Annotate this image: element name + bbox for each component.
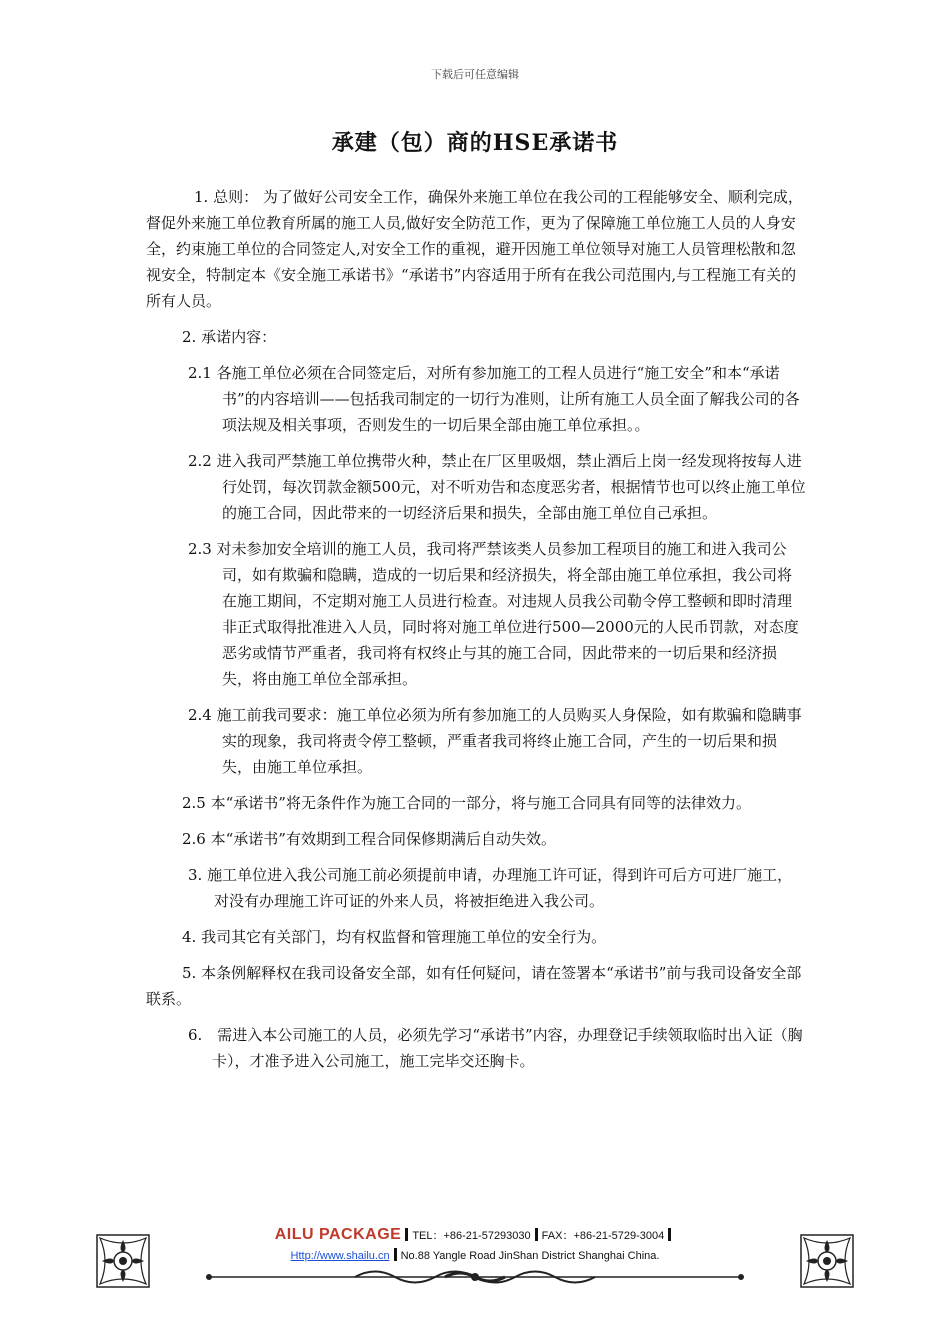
floral-ornament-icon [800,1234,854,1288]
paragraph-commitment-heading: 2. 承诺内容： [182,328,277,346]
footer-fax: FAX：+86-21-5729-3004 [541,1230,665,1242]
paragraph-general: 1. 总则： 为了做好公司安全工作，确保外来施工单位在我公司的工程能够安全、顺利完成，督促外来施工单位教育所属的施工人员,做好安全防范工作，更为了保障施工单位施工人员的人身安全，约束施工单位的合同签定人,对安全工作的重视，避开因施工单位领导对施工人员管理松散和忽视安全，特制定本《安全施工承诺书》“承诺书”内容适用于所有在我公司范围内,与工程施工有关的所有人员。 [146,188,803,310]
separator-bar [535,1228,538,1241]
paragraph-2-5: 2.5 本“承诺书”将无条件作为施工合同的一部分，将与施工合同具有同等的法律效力。 [182,794,751,812]
paragraph-2-1: 2.1 各施工单位必须在合同签定后，对所有参加施工的工程人员进行“施工安全”和本“承诺书”的内容培训——包括我司制定的一切行为准则，让所有施工人员全面了解我公司的各项法规及相关事项，否则发生的一切后果全部由施工单位承担。。 [188,364,800,434]
footer-tel: TEL：+86-21-57293030 [412,1230,531,1242]
document-body [146,184,806,1074]
paragraph-2-3: 2.3 对未参加安全培训的施工人员，我司将严禁该类人员参加工程项目的施工和进入我司公司，如有欺骗和隐瞒，造成的一切后果和经济损失，将全部由施工单位承担，我公司将在施工期间，不定期对施工人员进行检查。对违规人员我公司勒令停工整顿和即时清理非正式取得批准进入人员，同时将对施工单位进行500—2000元的人民币罚款，对态度恶劣或情节严重者，我司将有权终止与其的施工合同，因此带来的一切后果和经济损失，将由施工单位全部承担。 [188,540,799,688]
paragraph-2-2: 2.2 进入我司严禁施工单位携带火种，禁止在厂区里吸烟，禁止酒后上岗一经发现将按每人进行处罚，每次罚款金额500元，对不听劝告和态度恶劣者，根据情节也可以终止施工单位的施工合同，因此带来的一切经济后果和损失，全部由施工单位自己承担。 [188,452,806,522]
paragraph-2-4: 2.4 施工前我司要求：施工单位必须为所有参加施工的人员购买人身保险，如有欺骗和隐瞒事实的现象，我司将责令停工整顿，严重者我司将终止施工合同，产生的一切后果和损失，由施工单位承担。 [188,706,802,776]
paragraph-4: 4. 我司其它有关部门，均有权监督和管理施工单位的安全行为。 [182,928,607,946]
paragraph-5: 5. 本条例解释权在我司设备安全部，如有任何疑问，请在签署本“承诺书”前与我司设备安全部联系。 [146,964,802,1008]
paragraph-2-6: 2.6 本“承诺书”有效期到工程合同保修期满后自动失效。 [182,830,556,848]
footer-address: No.88 Yangle Road JinShan District Shanghai China. [400,1250,660,1262]
paragraph-3: 3. 施工单位进入我公司施工前必须提前申请，办理施工许可证，得到许可后方可进厂施工，对没有办理施工许可证的外来人员，将被拒绝进入我公司。 [188,866,793,910]
paragraph-6: 6. 需进入本公司施工的人员，必须先学习“承诺书”内容，办理登记手续领取临时出入证（胸卡），才准予进入公司施工，施工完毕交还胸卡。 [188,1026,803,1070]
separator-bar [394,1248,397,1261]
website-link[interactable]: Http://www.shailu.cn [290,1250,390,1262]
scroll-divider-icon [205,1266,745,1288]
page-footer [0,1222,950,1322]
brand-name: AILU PACKAGE [274,1226,402,1243]
separator-bar [668,1228,671,1241]
document-title: 承建（包）商的HSE承诺书 [331,130,619,156]
header-note: 下载后可任意编辑 [431,68,519,81]
separator-bar [405,1228,408,1241]
